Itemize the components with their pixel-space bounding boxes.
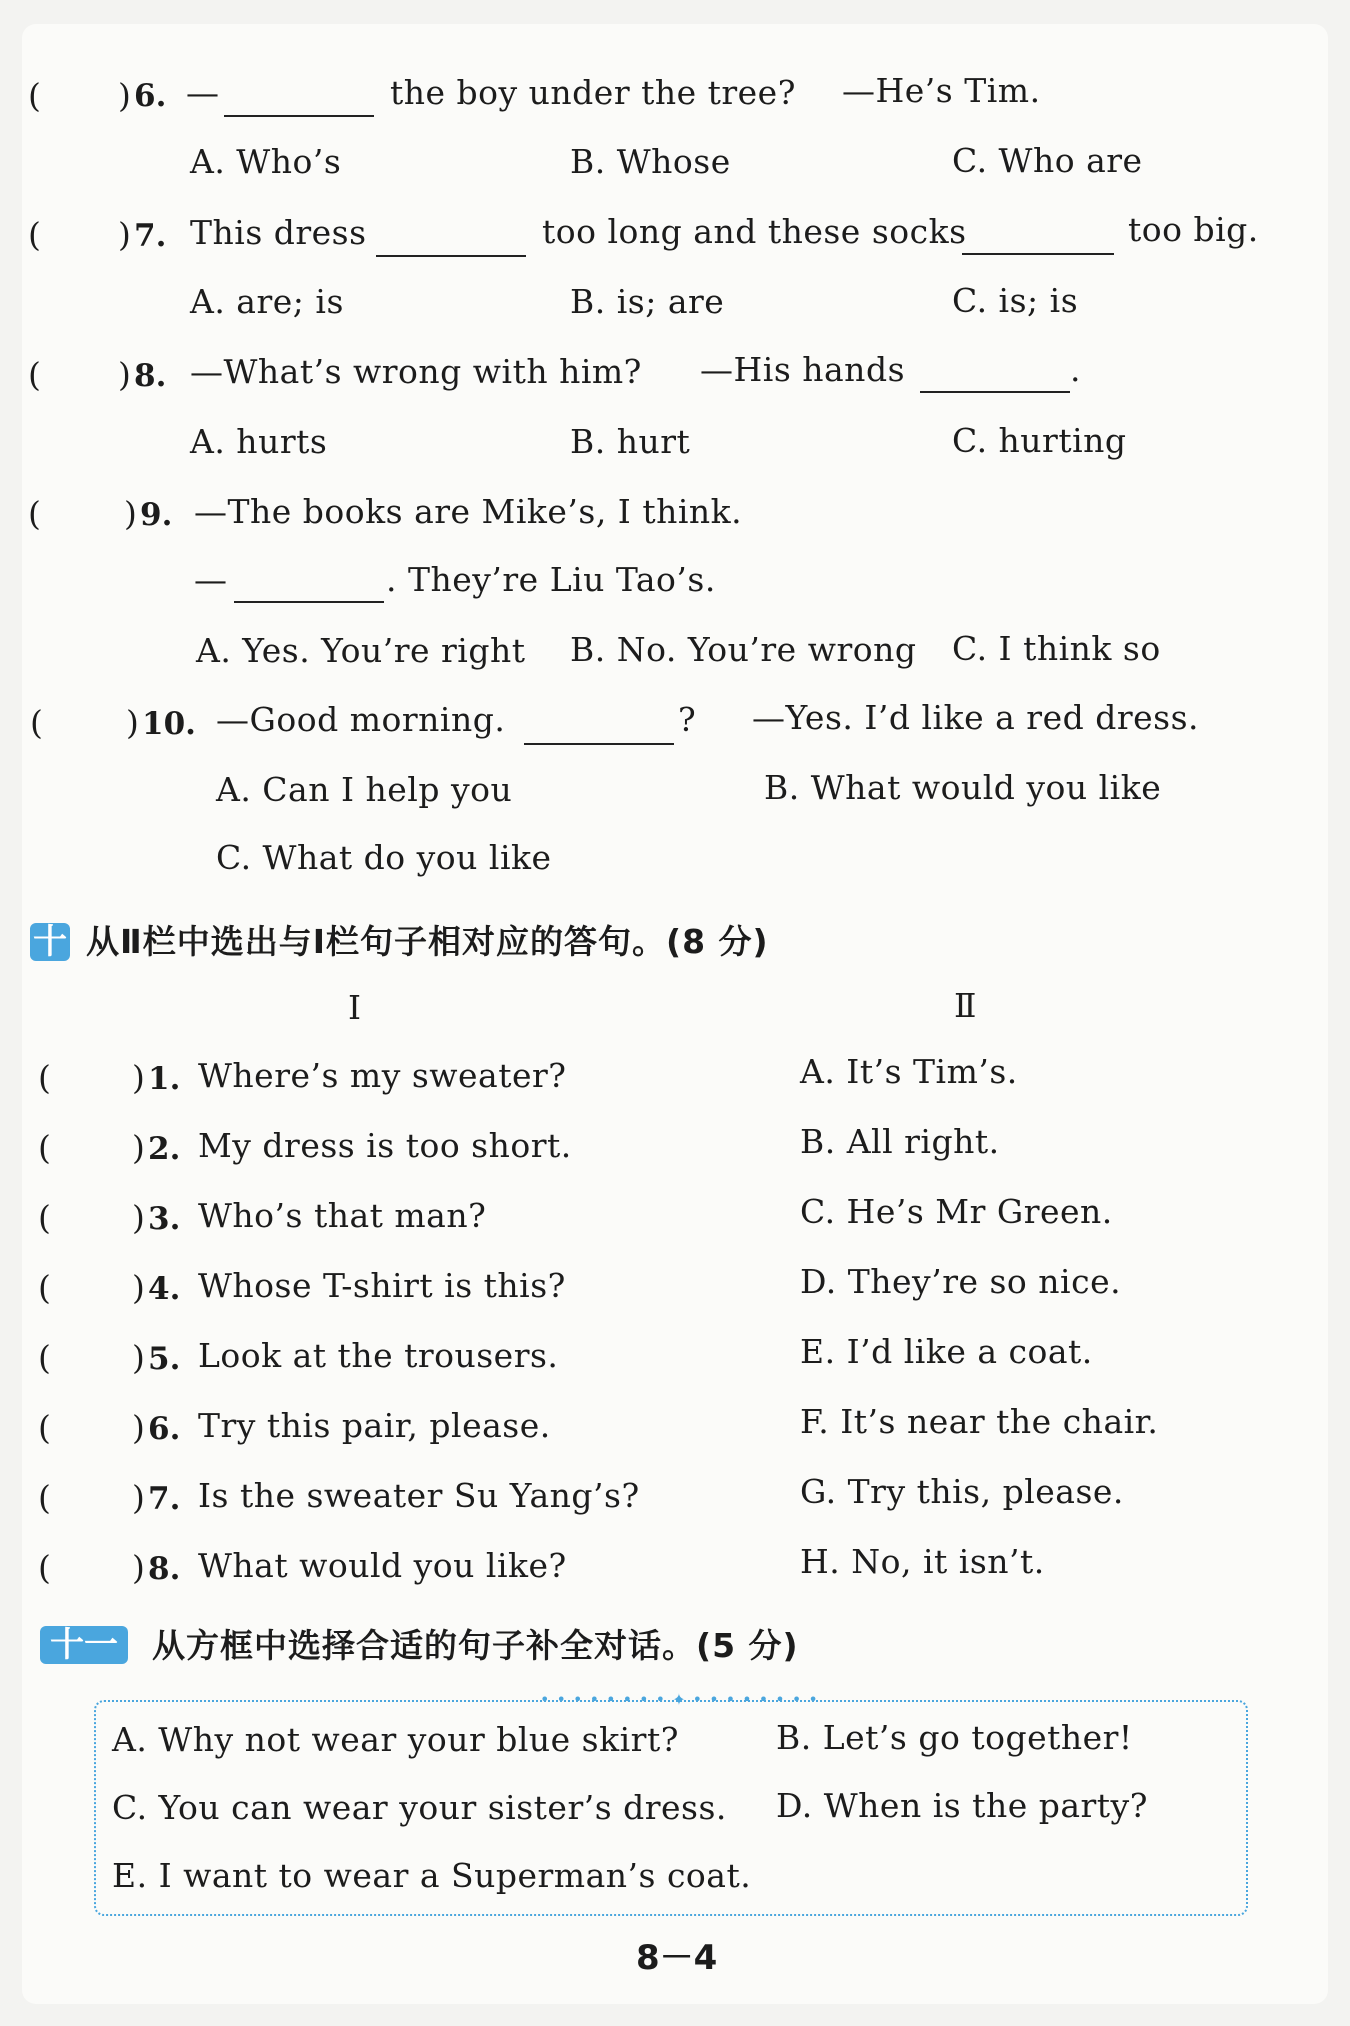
option-e: E. I want to wear a Superman’s coat.	[112, 1856, 752, 1895]
answer-text: . They’re Liu Tao’s.	[386, 560, 716, 599]
option-b: B. Whose	[570, 142, 731, 181]
option-c: C. I think so	[952, 629, 1161, 668]
answer-period: .	[1070, 350, 1081, 389]
fill-blank[interactable]	[962, 220, 1114, 255]
answer-paren-open[interactable]: (	[38, 1478, 51, 1517]
fill-blank[interactable]	[920, 358, 1070, 393]
question-number: 3.	[148, 1201, 181, 1237]
answer-paren-close: )	[132, 1478, 145, 1517]
option-b: B. hurt	[570, 422, 691, 461]
answer-paren-close: )	[132, 1408, 145, 1447]
option-c: C. hurting	[952, 421, 1127, 460]
answer-paren-close: )	[118, 76, 131, 115]
answer-option: G. Try this, please.	[800, 1472, 1124, 1511]
option-c: C. What do you like	[216, 838, 552, 877]
question-text: What would you like?	[198, 1546, 567, 1585]
question-mark: ?	[678, 700, 697, 739]
option-a: A. hurts	[190, 422, 328, 461]
question-number: 6.	[148, 1411, 181, 1447]
question-text: My dress is too short.	[198, 1126, 572, 1165]
answer-text: —He’s Tim.	[842, 71, 1041, 110]
question-text: Is the sweater Su Yang’s?	[198, 1476, 640, 1515]
option-a: A. are; is	[190, 282, 344, 321]
fill-blank[interactable]	[234, 568, 384, 603]
question-text: the boy under the tree?	[390, 73, 796, 112]
question-text: —What’s wrong with him?	[190, 352, 642, 391]
question-number: 8.	[134, 358, 167, 394]
answer-paren-close: )	[132, 1338, 145, 1377]
answer-paren-open: (	[28, 215, 41, 254]
column-header-2: Ⅱ	[954, 986, 977, 1025]
option-a: A. Why not wear your blue skirt?	[112, 1720, 679, 1759]
section-title: 从Ⅱ栏中选出与Ⅰ栏句子相对应的答句。(8 分)	[86, 922, 769, 961]
question-number: 2.	[148, 1131, 181, 1167]
question-text: This dress	[190, 213, 367, 252]
answer-paren-open[interactable]: (	[38, 1548, 51, 1587]
answer-paren-open[interactable]: (	[38, 1058, 51, 1097]
question-text: Where’s my sweater?	[198, 1056, 567, 1095]
option-c: C. You can wear your sister’s dress.	[112, 1788, 727, 1827]
question-number: 4.	[148, 1271, 181, 1307]
answer-paren-open[interactable]: (	[38, 1128, 51, 1167]
answer-paren-open: (	[28, 494, 41, 533]
decorative-dots: • • • • • • • • ✦ • • • • • • • •	[540, 1690, 819, 1709]
option-a: A. Can I help you	[216, 770, 513, 809]
option-c: C. Who are	[952, 141, 1143, 180]
answer-paren-close: )	[118, 215, 131, 254]
answer-paren-close: )	[126, 703, 139, 742]
answer-paren-open[interactable]: (	[38, 1268, 51, 1307]
option-b: B. is; are	[570, 282, 725, 321]
answer-paren-open[interactable]: (	[38, 1338, 51, 1377]
option-a: A. Yes. You’re right	[196, 631, 526, 670]
answer-option: D. They’re so nice.	[800, 1262, 1122, 1301]
option-a: A. Who’s	[190, 142, 342, 181]
answer-text: —Yes. I’d like a red dress.	[752, 698, 1199, 737]
answer-paren-close: )	[124, 494, 137, 533]
answer-dash: —	[194, 560, 228, 599]
answer-text: —His hands	[700, 350, 905, 389]
answer-option: F. It’s near the chair.	[800, 1402, 1159, 1441]
answer-option: C. He’s Mr Green.	[800, 1192, 1113, 1231]
answer-option: A. It’s Tim’s.	[800, 1052, 1018, 1091]
answer-paren-open: (	[30, 703, 43, 742]
question-text: —Good morning.	[216, 700, 506, 739]
question-number: 10.	[142, 706, 196, 742]
question-number: 6.	[134, 78, 167, 114]
fill-blank[interactable]	[524, 710, 674, 745]
option-c: C. is; is	[952, 281, 1079, 320]
answer-option: E. I’d like a coat.	[800, 1332, 1093, 1371]
answer-paren-close: )	[132, 1058, 145, 1097]
question-prefix: —	[186, 73, 220, 112]
answer-paren-open: (	[28, 76, 41, 115]
answer-paren-close: )	[132, 1268, 145, 1307]
question-text: too big.	[1128, 210, 1259, 249]
answer-paren-close: )	[132, 1548, 145, 1587]
option-d: D. When is the party?	[776, 1786, 1148, 1825]
section-number-badge: 十一	[40, 1626, 128, 1664]
answer-option: H. No, it isn’t.	[800, 1542, 1045, 1581]
question-number: 7.	[134, 218, 167, 254]
option-b: B. No. You’re wrong	[570, 630, 917, 669]
fill-blank[interactable]	[376, 222, 526, 257]
question-text: Who’s that man?	[198, 1196, 487, 1235]
question-number: 9.	[140, 497, 173, 533]
question-number: 7.	[148, 1481, 181, 1517]
section-number-badge: 十	[30, 923, 70, 961]
question-text: Try this pair, please.	[198, 1406, 551, 1445]
answer-option: B. All right.	[800, 1122, 1000, 1161]
answer-paren-open[interactable]: (	[38, 1408, 51, 1447]
answer-paren-open[interactable]: (	[38, 1198, 51, 1237]
option-b: B. What would you like	[764, 768, 1162, 807]
answer-paren-close: )	[118, 355, 131, 394]
question-text: too long and these socks	[542, 212, 967, 251]
question-number: 5.	[148, 1341, 181, 1377]
option-b: B. Let’s go together!	[776, 1718, 1133, 1757]
question-number: 8.	[148, 1551, 181, 1587]
answer-paren-close: )	[132, 1128, 145, 1167]
answer-paren-open: (	[28, 355, 41, 394]
answer-paren-close: )	[132, 1198, 145, 1237]
question-text: —The books are Mike’s, I think.	[194, 492, 743, 531]
question-number: 1.	[148, 1061, 181, 1097]
question-text: Look at the trousers.	[198, 1336, 559, 1375]
fill-blank[interactable]	[224, 82, 374, 117]
section-title: 从方框中选择合适的句子补全对话。(5 分)	[152, 1626, 799, 1665]
page-number: 8－4	[636, 1938, 718, 1978]
column-header-1: Ⅰ	[348, 988, 362, 1027]
question-text: Whose T-shirt is this?	[198, 1266, 566, 1305]
